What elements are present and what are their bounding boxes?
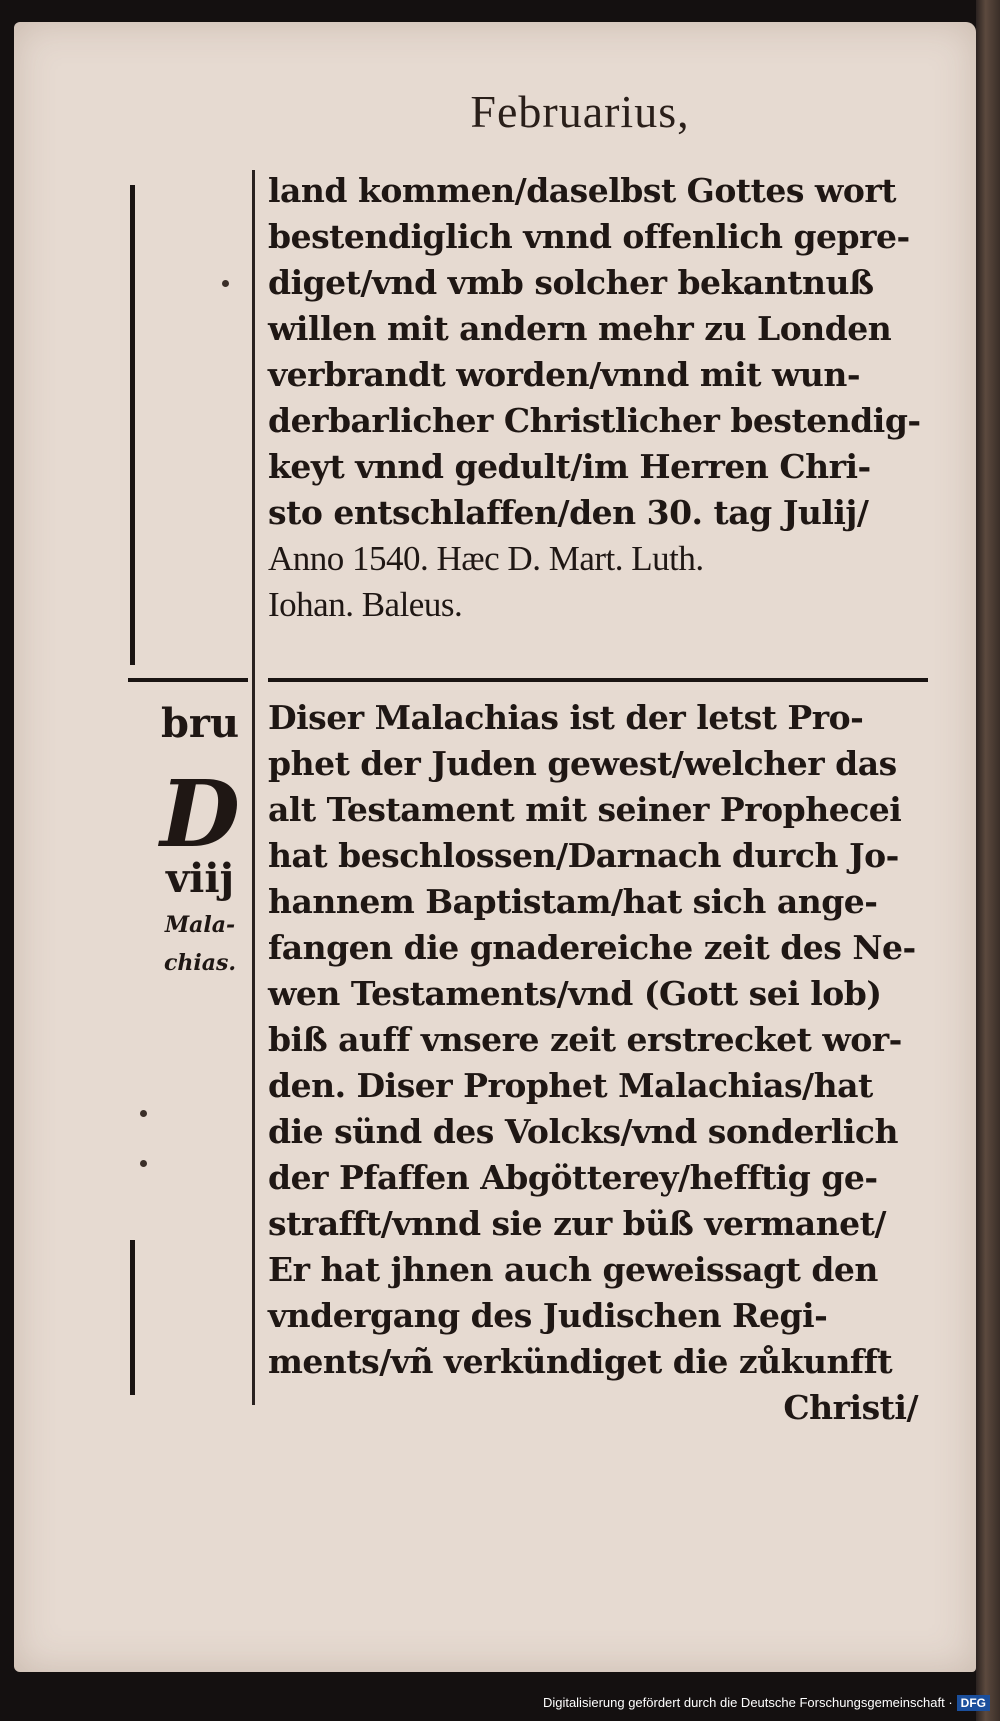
margin-day-number: viij [165, 855, 235, 902]
text-line: Anno 1540. Hæc D. Mart. Luth. [268, 539, 704, 578]
text-line: Diser Malachias ist der letst Pro- [268, 698, 864, 737]
dfg-logo: DFG [957, 1695, 990, 1711]
text-line: die sünd des Volcks/vnd sonderlich [268, 1112, 898, 1151]
margin-rule-lower [130, 1240, 135, 1395]
ink-speck [140, 1110, 147, 1117]
text-line: alt Testament mit seiner Prophecei [268, 790, 902, 829]
text-line: den. Diser Prophet Malachias/hat [268, 1066, 873, 1105]
text-line: Er hat jhnen auch geweissagt den [268, 1250, 878, 1289]
margin-name-part2: chias. [163, 950, 237, 976]
book-edge [976, 0, 1000, 1721]
text-line: Iohan. Baleus. [268, 585, 463, 624]
text-line: land kommen/daselbst Gottes wort [268, 171, 896, 210]
text-line: der Pfaffen Abgötterey/hefftig ge- [268, 1158, 878, 1197]
digitization-footer [0, 1695, 990, 1711]
margin-name-part1: Mala- [164, 912, 236, 938]
text-line: keyt vnnd gedult/im Herren Chri- [268, 447, 871, 486]
text-line: bestendiglich vnnd offenlich gepre- [268, 217, 910, 256]
text-line: willen mit andern mehr zu Londen [268, 309, 892, 348]
footer-text: Digitalisierung gefördert durch die Deutsche Forschungsgemeinschaft · [542, 1695, 953, 1710]
page-header [0, 85, 1000, 138]
text-line: wen Testaments/vnd (Gott sei lob) [268, 974, 882, 1013]
section-divider-right [268, 678, 928, 682]
text-line: hannem Baptistam/hat sich ange- [268, 882, 878, 921]
margin-dominical-letter: D [160, 760, 240, 868]
ink-speck [222, 280, 229, 287]
text-line: sto entschlaffen/den 30. tag Julij/ [268, 493, 869, 532]
text-line: fangen die gnadereiche zeit des Ne- [268, 928, 916, 967]
text-block-upper [268, 168, 938, 628]
text-line: strafft/vnnd sie zur büß vermanet/ [268, 1204, 886, 1243]
ink-speck [140, 1160, 147, 1167]
text-line: phet der Juden gewest/welcher das [268, 744, 897, 783]
text-line: derbarlicher Christlicher bestendig- [268, 401, 921, 440]
text-line: hat beschlossen/Darnach durch Jo- [268, 836, 899, 875]
text-line: vndergang des Judischen Regi- [268, 1296, 828, 1335]
text-line: verbrandt worden/vnnd mit wun- [268, 355, 861, 394]
text-line: ments/vñ verkündiget die zůkunfft [268, 1342, 893, 1381]
text-line: diget/vnd vmb solcher bekantnuß [268, 263, 874, 302]
text-block-lower [268, 695, 938, 1431]
section-divider-left [128, 678, 248, 682]
margin-abbrev: bru [160, 700, 240, 747]
catchword: Christi/ [783, 1388, 918, 1427]
text-line: biß auff vnsere zeit erstrecket wor- [268, 1020, 902, 1059]
margin-rule-upper [130, 185, 135, 665]
month-title: Februarius, [470, 86, 690, 137]
